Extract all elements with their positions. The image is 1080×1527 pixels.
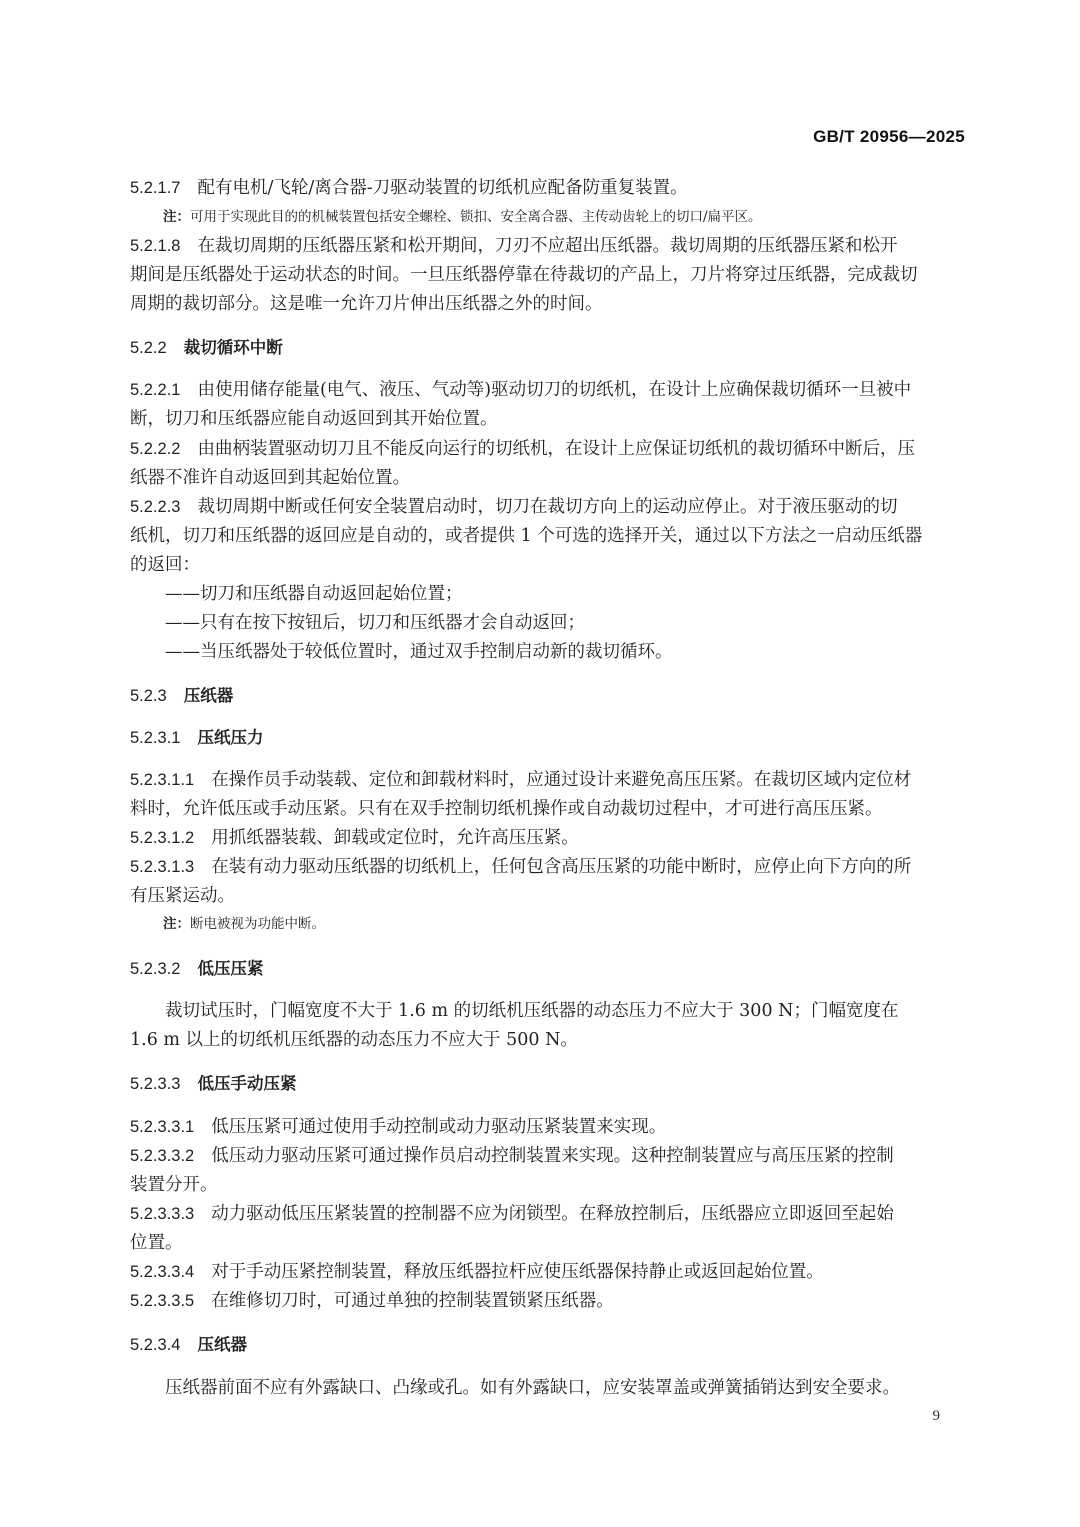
clause-number: 5.2.1.7 [130, 179, 181, 197]
section-5-2-2-heading [130, 338, 283, 358]
section-title: 压纸器 [197, 1335, 247, 1354]
clause-text-line: 位置。 [130, 1233, 183, 1253]
clause-5-2-3-1-1 [130, 770, 911, 790]
section-number: 5.2.3.2 [130, 960, 181, 978]
section-title: 低压压紧 [197, 959, 264, 978]
clause-number: 5.2.2.2 [130, 440, 181, 458]
clause-number: 5.2.3.1.2 [130, 829, 195, 847]
section-5-2-3-heading [130, 686, 233, 706]
clause-5-2-3-1-2 [130, 828, 579, 848]
clause-text: 动力驱动低压压紧装置的控制器不应为闭锁型。在释放控制后，压纸器应立即返回至起始 [211, 1204, 894, 1224]
clause-text: 由曲柄装置驱动切刀且不能反向运行的切纸机，在设计上应保证切纸机的裁切循环中断后，压 [197, 439, 915, 459]
clause-text: 低压压紧可通过使用手动控制或动力驱动压紧装置来实现。 [211, 1117, 667, 1137]
clause-5-2-3-3-5 [130, 1291, 614, 1311]
section-number: 5.2.3.1 [130, 729, 181, 747]
clause-number: 5.2.3.3.4 [130, 1263, 195, 1281]
section-number: 5.2.2 [130, 339, 167, 357]
list-item: ——只有在按下按钮后，切刀和压纸器才会自动返回； [165, 613, 585, 633]
section-number: 5.2.3 [130, 687, 167, 705]
clause-5-2-3-3-1 [130, 1117, 666, 1137]
clause-5-2-3-3-3 [130, 1204, 894, 1224]
section-5-2-3-2-heading [130, 959, 263, 979]
clause-5-2-1-7 [130, 178, 688, 198]
clause-number: 5.2.3.1.1 [130, 771, 195, 789]
clause-number: 5.2.2.3 [130, 498, 181, 516]
clause-text: 在裁切周期的压纸器压紧和松开期间，刀刃不应超出压纸器。裁切周期的压纸器压紧和松开 [197, 236, 898, 256]
clause-text: 用抓纸器装载、卸载或定位时，允许高压压紧。 [211, 828, 579, 848]
clause-text-line: 断，切刀和压纸器应能自动返回到其开始位置。 [130, 409, 498, 429]
clause-text: 低压动力驱动压紧可通过操作员启动控制装置来实现。这种控制装置应与高压压紧的控制 [211, 1146, 894, 1166]
clause-text: 在操作员手动装载、定位和卸载材料时，应通过设计来避免高压压紧。在裁切区域内定位材 [211, 770, 912, 790]
clause-text-line: 期间是压纸器处于运动状态的时间。一旦压纸器停靠在待裁切的产品上，刀片将穿过压纸器，完成裁切 [130, 265, 918, 285]
clause-text: 由使用储存能量(电气、液压、气动等)驱动切刀的切纸机，在设计上应确保裁切循环一旦被中 [197, 380, 912, 400]
clause-5-2-1-8 [130, 236, 897, 256]
clause-5-2-3-3-4 [130, 1262, 824, 1282]
list-item: ——当压纸器处于较低位置时，通过双手控制启动新的裁切循环。 [165, 642, 673, 662]
clause-number: 5.2.3.1.3 [130, 858, 195, 876]
clause-text: 配有电机/飞轮/离合器-刀驱动装置的切纸机应配备防重复装置。 [197, 178, 688, 198]
section-title: 低压手动压紧 [197, 1074, 297, 1093]
note-label: 注： [163, 209, 190, 225]
clause-text-line: 周期的裁切部分。这是唯一允许刀片伸出压纸器之外的时间。 [130, 294, 603, 314]
clause-text-line: 有压紧运动。 [130, 886, 235, 906]
clause-number: 5.2.3.3.1 [130, 1118, 195, 1136]
clause-text: 对于手动压紧控制装置，释放压纸器拉杆应使压纸器保持静止或返回起始位置。 [211, 1262, 824, 1282]
note-text: 可用于实现此目的的机械装置包括安全螺栓、锁扣、安全离合器、主传动齿轮上的切口/扁平区。 [190, 209, 762, 225]
clause-number: 5.2.3.3.5 [130, 1292, 195, 1310]
paragraph-text: 压纸器前面不应有外露缺口、凸缘或孔。如有外露缺口，应安装罩盖或弹簧插销达到安全要求。 [165, 1378, 900, 1398]
clause-number: 5.2.2.1 [130, 381, 181, 399]
clause-number: 5.2.3.3.3 [130, 1205, 195, 1223]
clause-text: 在装有动力驱动压纸器的切纸机上，任何包含高压压紧的功能中断时，应停止向下方向的所 [211, 857, 912, 877]
document-code: GB/T 20956—2025 [813, 127, 965, 146]
clause-text-line: 纸器不准许自动返回到其起始位置。 [130, 468, 410, 488]
section-title: 裁切循环中断 [183, 338, 283, 357]
clause-5-2-3-1-3 [130, 857, 911, 877]
section-5-2-3-3-heading [130, 1074, 296, 1094]
section-5-2-3-4-heading [130, 1335, 247, 1355]
clause-5-2-2-2 [130, 439, 915, 459]
clause-text-line: 的返回： [130, 555, 200, 575]
clause-text-line: 纸机，切刀和压纸器的返回应是自动的，或者提供 1 个可选的选择开关，通过以下方法之一启动压纸器 [130, 526, 923, 546]
paragraph-text: 裁切试压时，门幅宽度不大于 1.6 m 的切纸机压纸器的动态压力不应大于 300 N；门幅宽度在 [165, 1001, 899, 1021]
clause-text-line: 装置分开。 [130, 1175, 218, 1195]
note-label: 注： [163, 916, 190, 932]
note-5-2-3-1-3 [163, 915, 325, 933]
clause-number: 5.2.1.8 [130, 237, 181, 255]
clause-5-2-2-3 [130, 497, 897, 517]
section-title: 压纸器 [183, 686, 234, 705]
note-text: 断电被视为功能中断。 [190, 916, 325, 932]
clause-number: 5.2.3.3.2 [130, 1147, 195, 1165]
paragraph-text: 1.6 m 以上的切纸机压纸器的动态压力不应大于 500 N。 [130, 1030, 578, 1050]
section-number: 5.2.3.4 [130, 1336, 181, 1354]
clause-text: 在维修切刀时，可通过单独的控制装置锁紧压纸器。 [211, 1291, 614, 1311]
section-number: 5.2.3.3 [130, 1075, 181, 1093]
clause-text-line: 料时，允许低压或手动压紧。只有在双手控制切纸机操作或自动裁切过程中，才可进行高压压紧。 [130, 799, 883, 819]
clause-text: 裁切周期中断或任何安全装置启动时，切刀在裁切方向上的运动应停止。对于液压驱动的切 [197, 497, 898, 517]
clause-5-2-2-1 [130, 380, 911, 400]
section-title: 压纸压力 [197, 728, 264, 747]
list-item: ——切刀和压纸器自动返回起始位置； [165, 584, 463, 604]
clause-5-2-3-3-2 [130, 1146, 894, 1166]
section-5-2-3-1-heading [130, 728, 263, 748]
note-5-2-1-7 [163, 208, 762, 226]
page-number: 9 [932, 1408, 940, 1424]
